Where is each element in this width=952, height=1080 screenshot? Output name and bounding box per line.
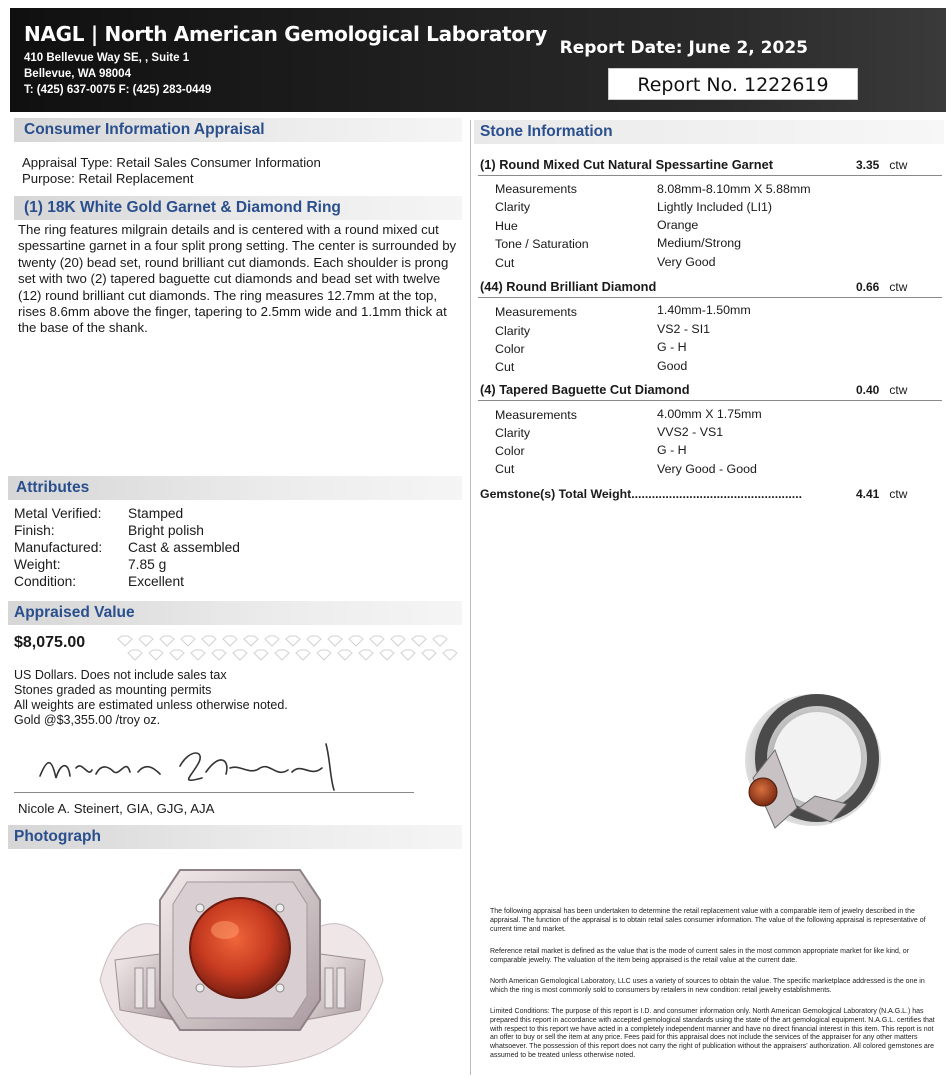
diamond-watermark — [128, 650, 142, 660]
diamond-watermark — [160, 636, 174, 646]
stone-spec-value: 8.08mm-8.10mm X 5.88mm — [657, 182, 811, 196]
stone-spec-label: Clarity — [495, 426, 531, 440]
stone-spec-label: Color — [495, 444, 525, 458]
total-weight-label: Gemstone(s) Total Weight.................................................. — [480, 487, 803, 501]
disclaimer-paragraph: The following appraisal has been undertaken to determine the retail replacement value with a comparable item of jewelry described in the appraisal. The function of the appraisal is to obtain retail sales consumer information. The value of the following appraisal is representative of current time and market. — [490, 908, 926, 933]
disclaimer-paragraph: Reference retail market is defined as the value that is the mode of current sales in the most common appropriate market for like kind, or comparable jewelry. The valuation of the item being appraised is the retail value at the current date. — [490, 948, 910, 964]
photograph-band — [8, 825, 462, 849]
stone-spec-value: Very Good — [657, 255, 716, 269]
diamond-watermark — [139, 636, 153, 646]
appraised-value-heading: Appraised Value — [14, 604, 135, 621]
consumer-info-band — [14, 118, 462, 142]
item-description: The ring features milgrain details and is centered with a round mixed cut spessartine garnet in a four split prong setting. The center is surrounded by twenty (20) bead set, round brilliant cut diamonds. Each shoulder is prong set with two (2) tapered baguette cut diamonds and bead set with twelve (12) round brilliant cut diamonds. The ring measures 12.7mm at the top, rises 8.6mm above the finger, tapering to 2.5mm wide and 1.1mm thick at the base of the shank. — [18, 222, 457, 336]
item-band — [14, 196, 462, 220]
stone-group-weight: 0.40 ctw — [856, 383, 908, 397]
diamond-watermark — [422, 650, 436, 660]
stone-spec-value: Lightly Included (LI1) — [657, 200, 773, 214]
diamond-watermark — [244, 636, 258, 646]
report-number: Report No. 1222619 — [608, 68, 858, 100]
value-note: Stones graded as mounting permits — [14, 683, 212, 697]
diamond-watermark — [202, 636, 216, 646]
diamond-watermark — [254, 650, 268, 660]
stone-group-weight: 0.66 ctw — [856, 280, 908, 294]
diamond-watermark — [349, 636, 363, 646]
disclaimer-paragraph: North American Gemological Laboratory, LLC uses a variety of sources to obtain the value. The specific marketplace addressed is the one in which the ring is most commonly sold to consumers by retailers in new condition: retail jewelry establishments. — [490, 978, 925, 994]
disclaimer-paragraph: Limited Conditions: The purpose of this report is I.D. and consumer information only. North American Gemological Laboratory (N.A.G.L.) has prepared this report in accordance with accepted gemological standards using the state of the art gemological equipment. N.A.G.L. certifies that with respect to this report we have acted in a completely independent manner and have no direct financial interest in this item. This report is not an offer to buy or sell the item at any price. Fees paid for this appraisal does not include the services of the appraiser for any other matters whatsoever. The possession of this report does not carry the right of publication without the appraisers' authorization. All colored gemstones are assumed to be treated unless otherwise noted. — [490, 1008, 935, 1059]
diamond-watermark — [286, 636, 300, 646]
stone-group-title: (4) Tapered Baguette Cut Diamond — [480, 382, 690, 397]
appraisal-type: Appraisal Type: Retail Sales Consumer Information — [22, 155, 321, 170]
lab-title: NAGL | North American Gemological Laboratory — [24, 22, 548, 46]
stone-spec-value: G - H — [657, 443, 687, 457]
stone-spec-value: 4.00mm X 1.75mm — [657, 407, 762, 421]
stone-spec-value: G - H — [657, 340, 687, 354]
appraiser-name: Nicole A. Steinert, GIA, GJG, AJA — [18, 801, 215, 816]
appraised-amount: $8,075.00 — [14, 634, 86, 651]
diamond-watermark — [181, 636, 195, 646]
stone-info-band — [474, 120, 944, 144]
stone-spec-value: Orange — [657, 218, 699, 232]
attribute-label: Condition: — [14, 574, 77, 589]
stone-group-rule — [478, 400, 942, 401]
attribute-label: Metal Verified: — [14, 506, 102, 521]
diamond-watermark — [118, 636, 132, 646]
signature-line — [14, 792, 414, 793]
attribute-label: Manufactured: — [14, 540, 103, 555]
stone-spec-value: VVS2 - VS1 — [657, 425, 724, 439]
diamond-watermark — [391, 636, 405, 646]
stone-spec-label: Color — [495, 342, 525, 356]
stone-spec-label: Clarity — [495, 200, 531, 214]
photograph-heading: Photograph — [14, 828, 101, 845]
ring-top-photo — [95, 860, 385, 1070]
diamond-watermark — [380, 650, 394, 660]
report-date: Report Date: June 2, 2025 — [559, 38, 808, 58]
diamond-watermark — [275, 650, 289, 660]
appraisal-purpose: Purpose: Retail Replacement — [22, 171, 194, 186]
diamond-watermark — [265, 636, 279, 646]
stone-group-weight: 3.35 ctw — [856, 158, 908, 172]
attribute-value: Cast & assembled — [128, 540, 240, 555]
appraised-value-band — [8, 601, 462, 625]
consumer-info-heading: Consumer Information Appraisal — [24, 121, 265, 138]
diamond-watermark — [338, 650, 352, 660]
appraiser-signature — [30, 738, 360, 796]
value-note: All weights are estimated unless otherwise noted. — [14, 698, 288, 712]
stone-spec-value: Good — [657, 359, 688, 373]
attribute-value: Stamped — [128, 506, 184, 521]
total-weight-value: 4.41 ctw — [856, 487, 908, 501]
stone-spec-label: Cut — [495, 462, 515, 476]
attributes-band — [8, 476, 462, 500]
stone-spec-label: Cut — [495, 256, 515, 270]
stone-spec-value: Very Good - Good — [657, 462, 757, 476]
stone-group-title: (1) Round Mixed Cut Natural Spessartine Garnet — [480, 157, 773, 172]
attribute-label: Finish: — [14, 523, 55, 538]
lab-address-line1: 410 Bellevue Way SE, , Suite 1 — [24, 52, 190, 64]
diamond-watermark — [149, 650, 163, 660]
stone-info-heading: Stone Information — [480, 123, 613, 140]
stone-spec-label: Cut — [495, 360, 515, 374]
stone-spec-label: Clarity — [495, 324, 531, 338]
stone-group-rule — [478, 297, 942, 298]
attribute-value: Bright polish — [128, 523, 204, 538]
stone-spec-label: Measurements — [495, 182, 577, 196]
diamond-watermark — [412, 636, 426, 646]
diamond-watermark — [443, 650, 457, 660]
stone-spec-label: Hue — [495, 219, 518, 233]
diamond-watermark — [370, 636, 384, 646]
diamond-watermark — [401, 650, 415, 660]
diamond-watermark — [328, 636, 342, 646]
item-heading: (1) 18K White Gold Garnet & Diamond Ring — [24, 199, 341, 216]
ring-side-photo — [735, 688, 885, 838]
stone-spec-label: Measurements — [495, 305, 577, 319]
lab-address-line2: Bellevue, WA 98004 — [24, 68, 131, 80]
attributes-heading: Attributes — [16, 479, 90, 496]
stone-group-title: (44) Round Brilliant Diamond — [480, 279, 657, 294]
diamond-watermark — [296, 650, 310, 660]
diamond-watermark — [233, 650, 247, 660]
diamond-watermark — [170, 650, 184, 660]
diamond-watermark — [433, 636, 447, 646]
diamond-watermark — [359, 650, 373, 660]
value-note: US Dollars. Does not include sales tax — [14, 668, 227, 682]
diamond-watermark — [212, 650, 226, 660]
diamond-watermark — [317, 650, 331, 660]
gold-price-note: Gold @$3,355.00 /troy oz. — [14, 713, 161, 727]
report-header — [10, 8, 946, 112]
stone-spec-value: 1.40mm-1.50mm — [657, 303, 751, 317]
stone-group-rule — [478, 175, 942, 176]
attribute-label: Weight: — [14, 557, 61, 572]
column-divider — [470, 120, 471, 1075]
stone-spec-label: Tone / Saturation — [495, 237, 589, 251]
lab-phones: T: (425) 637-0075 F: (425) 283-0449 — [24, 84, 212, 96]
attribute-value: Excellent — [128, 574, 184, 589]
diamond-watermark — [223, 636, 237, 646]
diamond-watermark-strip — [110, 632, 460, 662]
diamond-watermark — [191, 650, 205, 660]
stone-spec-value: VS2 - SI1 — [657, 322, 711, 336]
diamond-watermark — [307, 636, 321, 646]
stone-spec-label: Measurements — [495, 408, 577, 422]
attribute-value: 7.85 g — [128, 557, 167, 572]
stone-spec-value: Medium/Strong — [657, 236, 742, 250]
